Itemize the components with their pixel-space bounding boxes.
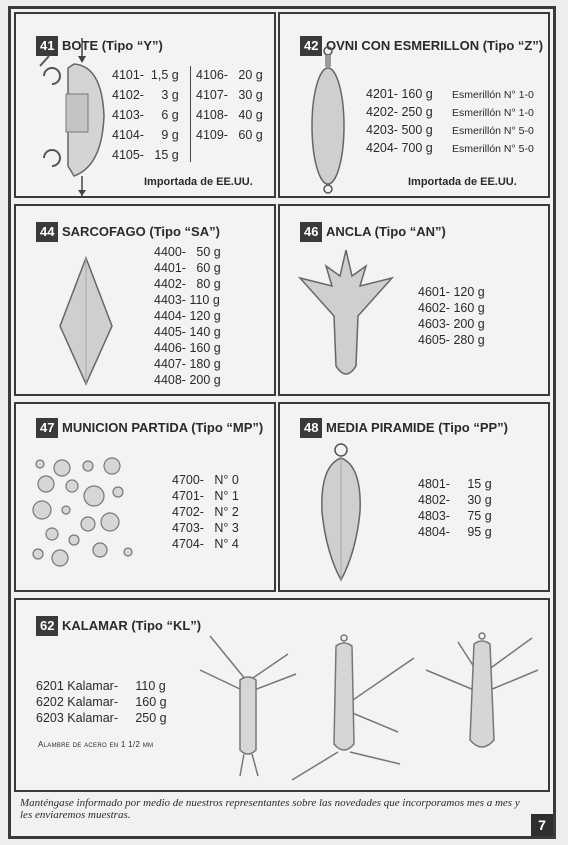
panel-48-media-piramide [278, 402, 550, 592]
panel-41-bote [14, 12, 276, 198]
panel-title: SARCOFAGO (Tipo “SA”) [62, 224, 220, 239]
panel-44-sarcofago [14, 204, 276, 396]
column-divider [190, 66, 191, 162]
panel-46-ancla [278, 204, 550, 396]
size-row: 4404- 120 g [154, 309, 221, 323]
panel-title: BOTE (Tipo “Y”) [62, 38, 163, 53]
panel-title: OVNI CON ESMERILLON (Tipo “Z”) [326, 38, 544, 53]
item-number-badge: 62 [36, 616, 58, 636]
size-row: 4402- 80 g [154, 277, 221, 291]
size-row: 4101- 1,5 g [112, 68, 179, 82]
size-row: 4703- N° 3 [172, 521, 239, 535]
size-row: 4202- 250 g [366, 105, 433, 119]
size-row: 4405- 140 g [154, 325, 221, 339]
panel-title: ANCLA (Tipo “AN”) [326, 224, 446, 239]
swivel-row: Esmerillón N° 1-0 [452, 107, 534, 119]
panel-42-ovni [278, 12, 550, 198]
size-row: 4406- 160 g [154, 341, 221, 355]
swivel-row: Esmerillón N° 1-0 [452, 89, 534, 101]
split-shot-icon [30, 454, 140, 574]
size-row: 4702- N° 2 [172, 505, 239, 519]
panel-title: KALAMAR (Tipo “KL”) [62, 618, 202, 633]
size-row: 4204- 700 g [366, 141, 433, 155]
import-note: Importada de EE.UU. [144, 176, 253, 188]
size-row: 4401- 60 g [154, 261, 221, 275]
size-row: 4105- 15 g [112, 148, 179, 162]
size-list [36, 678, 167, 726]
swivel-row: Esmerillón N° 5-0 [452, 125, 534, 137]
size-list [154, 244, 221, 388]
size-list [172, 472, 239, 552]
size-row: 4601- 120 g [418, 285, 485, 299]
sarcofago-sinker-icon [56, 256, 116, 386]
size-row: 4407- 180 g [154, 357, 221, 371]
swivel-row: Esmerillón N° 5-0 [452, 143, 534, 155]
size-row: 4803- 75 g [418, 509, 492, 523]
size-row: 4605- 280 g [418, 333, 485, 347]
size-row: 4109- 60 g [196, 128, 263, 142]
panel-47-municion [14, 402, 276, 592]
page-number: 7 [531, 814, 553, 836]
item-number-badge: 42 [300, 36, 322, 56]
ovni-sinker-icon [308, 46, 348, 196]
item-number-badge: 47 [36, 418, 58, 438]
size-row: 4102- 3 g [112, 88, 179, 102]
size-row: 4400- 50 g [154, 245, 221, 259]
size-row: 4408- 200 g [154, 373, 221, 387]
ancla-sinker-icon [296, 246, 396, 386]
panel-title: MEDIA PIRAMIDE (Tipo “PP”) [326, 420, 508, 435]
size-row: 4403- 110 g [154, 293, 220, 307]
size-row: 4203- 500 g [366, 123, 433, 137]
swivel-list [452, 87, 534, 157]
size-list [418, 476, 492, 540]
item-number-badge: 44 [36, 222, 58, 242]
size-row: 4801- 15 g [418, 477, 492, 491]
panel-title: MUNICION PARTIDA (Tipo “MP”) [62, 420, 264, 435]
size-row: 4802- 30 g [418, 493, 492, 507]
size-row: 4104- 9 g [112, 128, 179, 142]
size-row: 4107- 30 g [196, 88, 263, 102]
size-list-col1 [366, 86, 433, 156]
size-row: 4700- N° 0 [172, 473, 239, 487]
size-row: 4701- N° 1 [172, 489, 239, 503]
size-list [418, 284, 485, 348]
kalamar-jig-icon [288, 632, 418, 782]
size-row: 4603- 200 g [418, 317, 485, 331]
item-number-badge: 48 [300, 418, 322, 438]
size-row: 4201- 160 g [366, 87, 433, 101]
footer-note: Manténgase informado por medio de nuestros representantes sobre las novedades que incorporamos mes a mes y les enviaremos muestras. [20, 797, 520, 821]
size-row: 4704- N° 4 [172, 537, 239, 551]
size-row: 4602- 160 g [418, 301, 485, 315]
size-row: 4106- 20 g [196, 68, 263, 82]
size-row: 4108- 40 g [196, 108, 263, 122]
wire-note: Alambre de acero en 1 1/2 mm [38, 740, 154, 749]
item-number-badge: 46 [300, 222, 322, 242]
size-row: 4804- 95 g [418, 525, 492, 539]
size-row: 6201 Kalamar- 110 g [36, 679, 166, 693]
bote-sinker-icon [24, 36, 114, 196]
kalamar-jig-icon [422, 630, 542, 780]
size-list-col1 [112, 67, 179, 163]
media-piramide-sinker-icon [316, 442, 366, 582]
import-note: Importada de EE.UU. [408, 176, 517, 188]
item-number-badge: 41 [36, 36, 58, 56]
panel-62-kalamar [14, 598, 550, 792]
size-row: 4103- 6 g [112, 108, 179, 122]
size-list-col2 [196, 67, 263, 143]
size-row: 6203 Kalamar- 250 g [36, 711, 167, 725]
size-row: 6202 Kalamar- 160 g [36, 695, 167, 709]
